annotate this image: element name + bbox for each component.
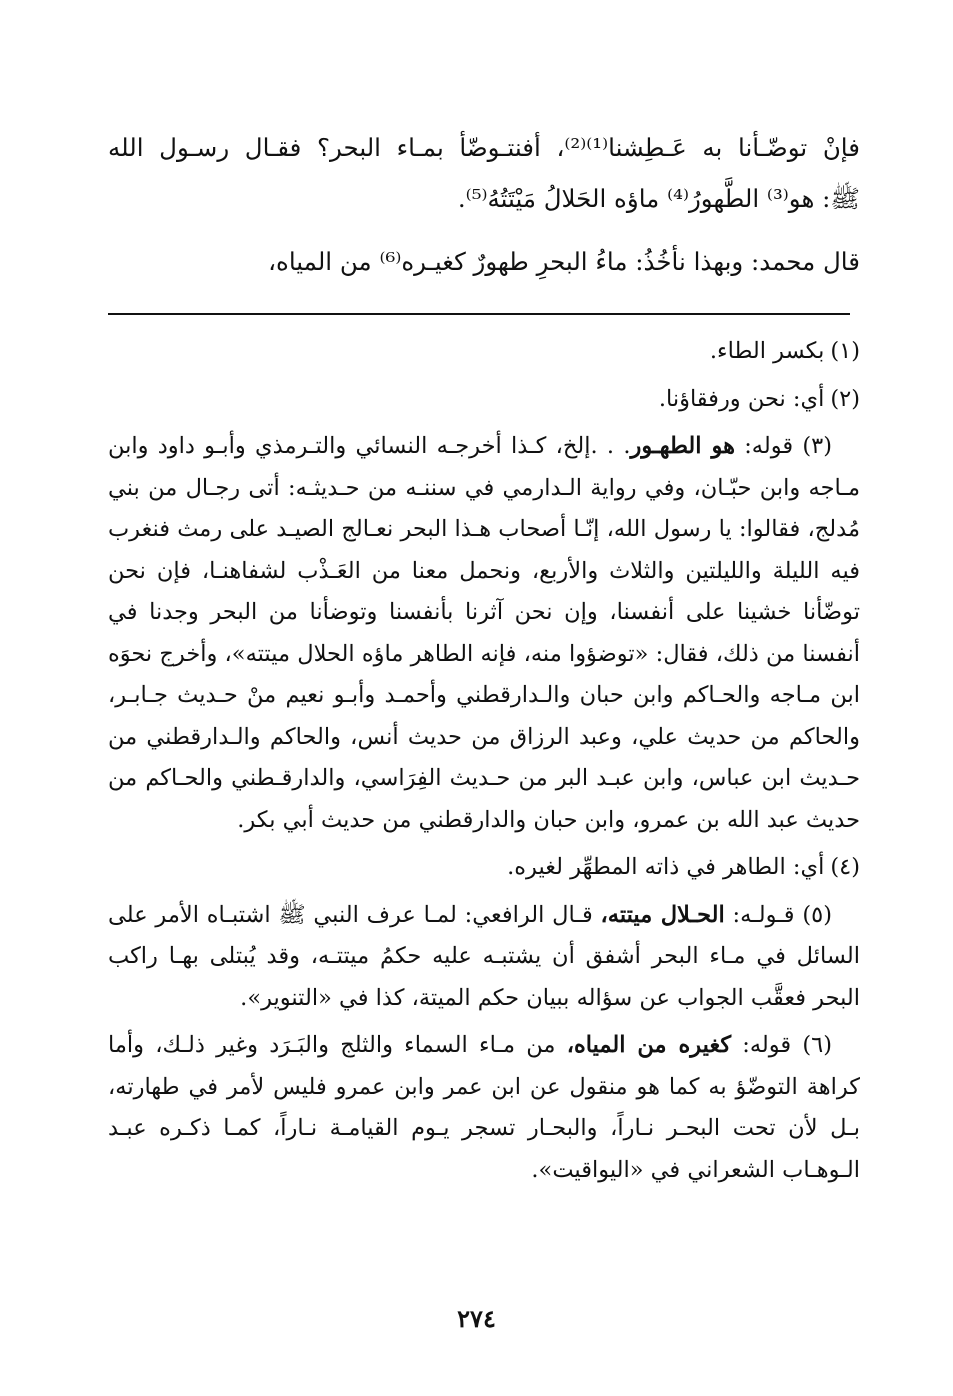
- footnote-number: (٢): [830, 385, 860, 412]
- footnote-text: قـال الرافعي: لمـا عرف النبي ﷺ اشتبـاه الأمر على السائل في مـاء البحر أشفق أن يشتبـه عليه حكمُ ميتتـه، وقد يُبتلى بهـا راكب البحر فعقَّب الجواب عن سؤاله ببيان حكم الميتة، كذا في «التنوير».: [108, 901, 860, 1011]
- footnote-text: أي: الطاهر في ذاته المطهِّر لغيره.: [507, 854, 825, 880]
- footnote-text: بكسر الطاء.: [709, 338, 825, 364]
- main-text: [108, 122, 860, 287]
- main-text-line-2: ﷺ: هو⁽³⁾ الطَّهورُ⁽⁴⁾ ماؤه الحَلالُ مَيْتَتُهُ⁽⁵⁾.: [457, 184, 860, 213]
- footnote-text: . . .إلخ، كـذا أخرجـه النسائي والتـرمذي وأبـو داود وابن مـاجه وابن حبّـان، وفي رواية الـدارمي في سننـه من حـديثـه: أتى رجـال من بني مُدلج، فقالوا: يا رسول الله، إنّـا أصحاب هـذا البحر نعـالج الصيـد على رمث فنغرب فيه الليلة والليلتين والثلاث والأربع، ونحمل معنا من العَـذْب لشفاهنـا، فإن نحن توضّأنا خشينا على أنفسنا، وإن نحن آثرنا بأنفسنا وتوضأنا من البحر وجدنا في أنفسنا من ذلك، فقال: «توضؤوا منه، فإنه الطاهر ماؤه الحلال ميتته»، وأخرج نحوَه ابن مـاجه والحـاكم وابن حبان والـدارقطني وأحمـد وأبـو نعيم منْ حـديث جـابـر، والحاكم من حديث علي، وعبد الرزاق من حديث أنس، والحاكم والـدارقطني من حـديث ابن عباس، وابن عبـد البر من حـديث الفِرَاسي، والدارقـطني والحـاكم من حديث عبد الله بن عمرو، وابن حبان والدارقطني من حديث أبي بكر.: [108, 433, 860, 833]
- footnote-1: [108, 331, 860, 373]
- main-text-line-1: فإنْ توضّـأنا به عَـطِشنا⁽¹⁾⁽²⁾، أفنتـوضّأ بمـاء البحر؟ فقـال رسـول الله: [108, 133, 860, 162]
- footnote-number: (٥): [802, 901, 833, 928]
- footnote-number: (١): [830, 338, 860, 364]
- footnote-headword: هو الطهـور: [630, 433, 735, 459]
- footnote-number: (٤): [830, 854, 860, 880]
- footnote-lead: قـولـه:: [724, 901, 795, 928]
- footnote-separator-rule: [108, 313, 850, 315]
- footnote-text: أي: نحن ورفقاؤنا.: [658, 385, 825, 412]
- footnote-5: [108, 895, 860, 1020]
- footnote-4: [108, 847, 860, 889]
- footnote-headword: كغيره من المياه،: [566, 1032, 732, 1058]
- footnote-6: [108, 1025, 860, 1191]
- page-number: ٢٧٤: [457, 1304, 496, 1333]
- footnote-lead: قوله:: [734, 433, 794, 459]
- footnote-number: (٦): [802, 1032, 833, 1058]
- footnote-text: من مـاء السماء والثلج والبَـرَد وغير ذلـك، وأما كراهة التوضّؤ به كما هو منقول عن ابن عمر وابن عمرو فليس لأمر في طهارته، بـل لأن تحت البحـر نـاراً، والبحـار تسجر يـوم القيامـة نـاراً، كمـا ذكـره عبـد الـوهـاب الشعراني في «اليواقيت».: [108, 1032, 860, 1183]
- footnotes: [108, 331, 860, 1197]
- footnote-headword: الحـلال ميتته،: [600, 901, 725, 928]
- main-text-line-3: قال محمد: وبهذا نأخُذُ: ماءُ البحرِ طهورٌ كغيـره⁽⁶⁾ من المياه،: [268, 247, 860, 276]
- footnote-3: [108, 426, 860, 841]
- footnote-2: [108, 379, 860, 421]
- footnote-number: (٣): [802, 433, 833, 459]
- footnote-lead: قوله:: [731, 1032, 792, 1058]
